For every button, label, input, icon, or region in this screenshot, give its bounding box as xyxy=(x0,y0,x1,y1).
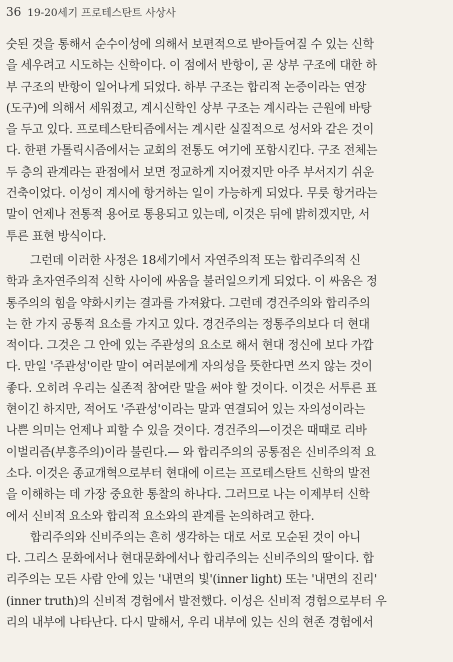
text-line: 을 두고 있다. 프로테스탄티즘에서는 계시란 실질적으로 성서와 같은 것이 xyxy=(6,122,374,137)
text-line: 현이긴 하지만, 적어도 '주관성'이라는 말과 연결되어 있는 자의성이라는 xyxy=(6,402,366,417)
paragraph-start-line: 그런데 이러한 사정은 18세기에서 자연주의적 또는 합리주의적 신 xyxy=(30,252,361,267)
text-line: 을 이해하는 데 가장 중요한 통찰의 하나다. 그러므로 나는 이제부터 신학 xyxy=(6,487,370,502)
body-text xyxy=(6,34,448,633)
text-line: 두 층의 관계라는 관점에서 보면 정교하게 지어졌지만 아주 부서지기 쉬운 xyxy=(6,164,374,179)
text-line: 학과 초자연주의적 신학 사이에 싸움을 불러일으키게 되었다. 이 싸움은 정 xyxy=(6,274,378,289)
text-line: 통주의의 힘을 약화시키는 결과를 가져왔다. 그런데 경건주의와 합리주의 xyxy=(6,295,371,310)
text-line: 투른 표현 방식이다. xyxy=(6,228,107,243)
text-line: 다. 한편 가톨릭시즘에서는 교회의 전통도 여기에 포함시킨다. 구조 전체는 xyxy=(6,143,378,158)
text-line: 리의 내부에 나타난다. 다시 말해서, 우리 내부에 있는 신의 현존 경험에서 xyxy=(6,615,374,630)
paragraph-start-line: 합리주의와 신비주의는 흔히 생각하는 대로 서로 모순된 것이 아니 xyxy=(30,529,361,544)
text-line: 숫된 것을 통해서 순수이성에 의해서 보편적으로 받아들여질 수 있는 신학 xyxy=(6,37,374,51)
text-line: 에서 신비적 요소와 합리적 요소와의 관계를 논의하려고 한다. xyxy=(6,508,315,523)
text-line: 이벌리즘(부흥주의)이라 불린다.— 와 합리주의의 공통점은 신비주의적 요 xyxy=(6,444,376,459)
text-line: 좋다. 오히려 우리는 실존적 참여란 말을 써야 할 것이다. 이것은 서투른 표 xyxy=(6,380,377,395)
text-line: 적이다. 그것은 그 안에 있는 주관성의 요소로 해서 현대 정신에 보다 가깝 xyxy=(6,338,374,353)
text-line: 나쁜 의미는 언제나 피할 수 있을 것이다. 경건주의—이것은 때때로 리바 xyxy=(6,423,367,438)
text-line: 부 구조의 반항이 일어나게 되었다. 하부 구조는 합리적 논증이라는 연장 xyxy=(6,79,367,94)
text-line: 을 세우려고 시도하는 신학이다. 이 점에서 반항이, 곧 상부 구조에 대한 하 xyxy=(6,58,377,73)
page-number: 36 xyxy=(6,5,22,19)
text-line: (inner truth)의 신비적 경험에서 발전했다. 이성은 신비적 경험으로부터 우 xyxy=(6,593,387,608)
text-line: 는 한 가지 공통적 요소를 가지고 있다. 경건주의는 정통주의보다 더 현대 xyxy=(6,316,370,331)
running-header xyxy=(6,4,176,20)
running-title: 19-20세기 프로테스탄트 사상사 xyxy=(27,7,176,19)
text-line: 다. 만일 '주관성'이란 말이 여러분에게 자의성을 뜻한다면 쓰지 않는 것이 xyxy=(6,359,373,374)
text-line: 리주의는 모든 사람 안에 있는 '내면의 빛'(inner light) 또는 '내면의 진리' xyxy=(6,572,378,587)
text-line: 말이 언제나 전통적 용어로 통용되고 있는데, 이것은 뒤에 밝히겠지만, 서 xyxy=(6,207,370,222)
text-line: 소다. 이것은 종교개혁으로부터 현대에 이르는 프로테스탄트 신학의 발전 xyxy=(6,465,371,480)
text-line: 건축이었다. 이성이 계시에 항거하는 일이 가능하게 되었다. 무룻 항거라는 xyxy=(6,186,378,201)
text-line: (도구)에 의해서 세워졌고, 계시신학인 상부 구조는 계시라는 근원에 바탕 xyxy=(6,100,372,115)
text-line: 다. 그리스 문화에서나 현대문화에서나 합리주의는 신비주의의 딸이다. 합 xyxy=(6,551,374,566)
